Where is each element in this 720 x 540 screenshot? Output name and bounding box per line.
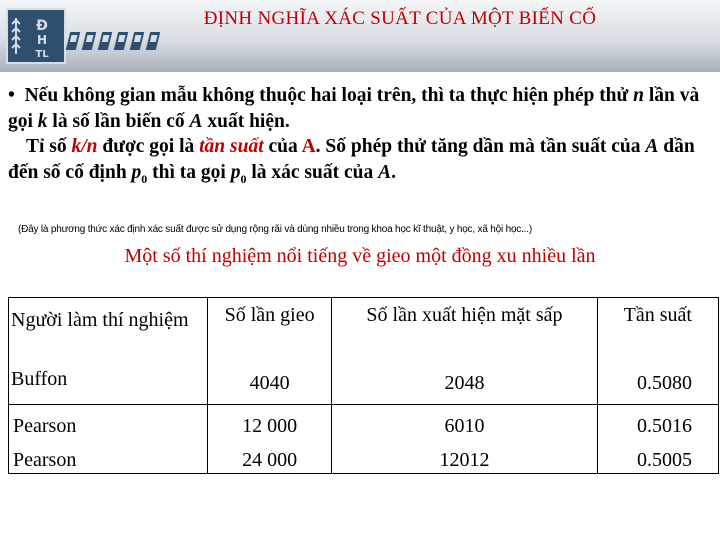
tosses-cell — [207, 405, 331, 474]
person-name: Pearson — [13, 449, 77, 471]
logo-flags — [68, 32, 158, 50]
definition-line-2: Tỉ số k/n được gọi là tần suất của A. Số phép thử tăng dần mà tần suất của A dần đến số cố định $p_0$ thì ta gọi $p_0$ là xác suất của A. — [8, 136, 695, 186]
heads-value: 6010 — [444, 415, 485, 437]
person-cell — [9, 298, 208, 405]
frequency-value: 0.5080 — [637, 372, 692, 394]
flag-icon — [130, 32, 144, 50]
heads-cell — [332, 405, 597, 474]
tosses-value: 4040 — [249, 372, 290, 394]
person-name: Buffon — [11, 368, 68, 390]
logo-emblem-icon — [6, 8, 66, 64]
ratio-term: k/n — [71, 136, 98, 157]
university-logo — [6, 8, 156, 64]
frequency-value: 0.5005 — [637, 449, 692, 471]
tosses-value: 24 000 — [242, 449, 298, 471]
flag-icon — [98, 32, 112, 50]
column-header-tosses: Số lần gieo — [224, 304, 315, 326]
bullet-icon: • — [8, 85, 15, 106]
column-header-person: Người làm thí nghiệm — [11, 309, 189, 331]
column-header-frequency: Tần suất — [623, 304, 692, 326]
experiments-subtitle: Một số thí nghiệm nổi tiếng về gieo một đồng xu nhiều lần — [124, 245, 596, 267]
usage-note: (Đây là phương thức xác định xác suất được sử dụng rộng rãi và dùng nhiều trong khoa học kĩ thuật, y học, xã hội học...) — [18, 224, 532, 235]
heads-cell — [332, 298, 597, 405]
svg-text:Đ: Đ — [36, 18, 48, 34]
tosses-value: 12 000 — [242, 415, 298, 437]
heads-value: 12012 — [439, 449, 490, 471]
coin-toss-table — [8, 297, 719, 474]
svg-text:H: H — [36, 33, 48, 47]
table-row — [9, 298, 719, 405]
frequency-cell — [597, 298, 718, 405]
flag-icon — [114, 32, 128, 50]
heads-value: 2048 — [444, 372, 485, 394]
person-cell — [9, 405, 208, 474]
table-row — [9, 405, 719, 474]
slide-title: ĐỊNH NGHĨA XÁC SUẤT CỦA MỘT BIẾN CỐ — [203, 8, 597, 29]
frequency-term: tần suất — [199, 136, 264, 157]
definition-paragraph — [8, 83, 716, 185]
person-name: Pearson — [13, 415, 77, 437]
header-banner — [0, 0, 720, 72]
frequency-value: 0.5016 — [637, 415, 692, 437]
svg-text:TL: TL — [35, 49, 49, 60]
column-header-heads: Số lần xuất hiện mặt sấp — [366, 304, 563, 326]
tosses-cell — [207, 298, 331, 405]
flag-icon — [66, 32, 80, 50]
flag-icon — [82, 32, 96, 50]
frequency-cell — [597, 405, 718, 474]
flag-icon — [146, 32, 160, 50]
definition-line-1: • Nếu không gian mẫu không thuộc hai loại trên, thì ta thực hiện phép thử n lần và gọi k là số lần biến cố A xuất hiện. — [8, 85, 700, 132]
